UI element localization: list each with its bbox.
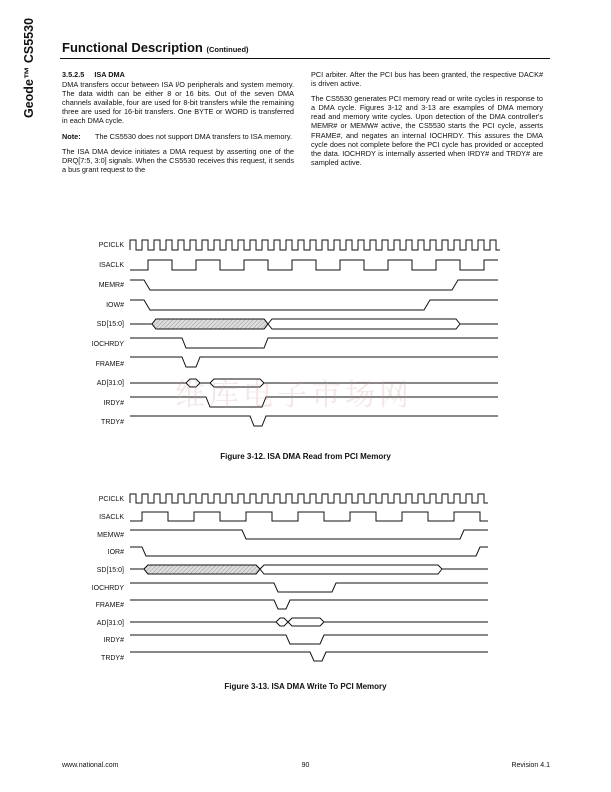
fig1-label-memr: MEMR# (98, 282, 124, 289)
note-label: Note: (62, 131, 81, 141)
fig1-label-irdy: IRDY# (103, 400, 124, 407)
fig2-ior-wave (130, 547, 488, 556)
figure-3-12-caption: Figure 3-12. ISA DMA Read from PCI Memory (220, 452, 391, 461)
footer-page-number: 90 (301, 762, 310, 769)
fig2-frame-wave (130, 600, 488, 609)
fig1-label-trdy: TRDY# (101, 419, 124, 426)
fig2-label-pciclk: PCICLK (98, 496, 124, 503)
fig1-label-pciclk: PCICLK (98, 242, 124, 249)
section-number: 3.5.2.5 (62, 70, 85, 79)
page-title-suffix: (Continued) (206, 45, 249, 54)
fig1-label-isaclk: ISACLK (99, 262, 124, 269)
fig2-label-ior: IOR# (107, 549, 124, 556)
fig2-ad-wave (130, 618, 488, 626)
footer-revision: Revision 4.1 (511, 762, 550, 769)
section-title: ISA DMA (94, 70, 125, 79)
fig2-label-trdy: TRDY# (101, 655, 124, 662)
figure-3-13-caption: Figure 3-13. ISA DMA Write To PCI Memory (224, 682, 387, 691)
fig2-label-isaclk: ISACLK (99, 514, 124, 521)
fig1-label-iow: IOW# (106, 302, 124, 309)
fig2-sd-hatch (144, 565, 260, 574)
left-paragraph-2: The ISA DMA device initiates a DMA request by asserting one of the DRQ[7:5, 3:0] signals. When the CS5530 receives this request, it sends a bus grant request to the (62, 146, 294, 174)
right-paragraph-2: The CS5530 generates PCI memory read or write cycles in response to a DMA cycle. Figures 3-12 and 3-13 are examples of DMA memory read and memory write cycles. Upon detection of the DMA controller's MEMR# or MEMW# active, the CS5530 starts the PCI cycle, asserts FRAME#, and negates an internal IOCHRDY. This assures the DMA cycle does not complete before the PCI cycle has provided or accepted the data. IOCHRDY is internally asserted when IRDY# and TRDY# are sampled active. (311, 94, 543, 167)
fig2-irdy-wave (130, 635, 488, 644)
fig2-label-frame: FRAME# (95, 602, 124, 609)
fig2-label-memw: MEMW# (97, 532, 124, 539)
fig2-iochrdy-wave (130, 583, 488, 592)
fig2-label-iochrdy: IOCHRDY (91, 585, 124, 592)
right-paragraph-1: PCI arbiter. After the PCI bus has been granted, the respective DACK# is driven active. (311, 70, 543, 89)
fig2-pciclk-wave (130, 494, 488, 503)
note-text: The CS5530 does not support DMA transfers to ISA memory. (95, 131, 292, 141)
side-title: Geode™ CS5530 (22, 17, 36, 118)
fig2-label-sd: SD[15:0] (96, 567, 124, 574)
fig2-isaclk-wave (130, 512, 488, 521)
fig2-label-ad: AD[31:0] (96, 620, 124, 627)
footer-website: www.national.com (62, 762, 119, 769)
fig1-label-iochrdy: IOCHRDY (91, 341, 124, 348)
left-paragraph-1: DMA transfers occur between ISA I/O peripherals and system memory. The data width can be either 8 or 16 bits. Out of the seven DMA channels available, four are used for 8-bit transfers while the remaining three are used for 16-bit transfers. One BYTE or WORD is transferred in each DMA cycle. (62, 80, 294, 126)
fig1-label-ad: AD[31:0] (96, 380, 124, 387)
fig1-label-frame: FRAME# (95, 361, 124, 368)
fig2-memw-wave (130, 530, 488, 539)
fig2-trdy-wave (130, 652, 488, 661)
fig1-label-sd: SD[15:0] (96, 321, 124, 328)
fig2-label-irdy: IRDY# (103, 637, 124, 644)
watermark: 维库电子市场网 (175, 378, 413, 413)
page-title-text: Functional Description (62, 40, 203, 55)
